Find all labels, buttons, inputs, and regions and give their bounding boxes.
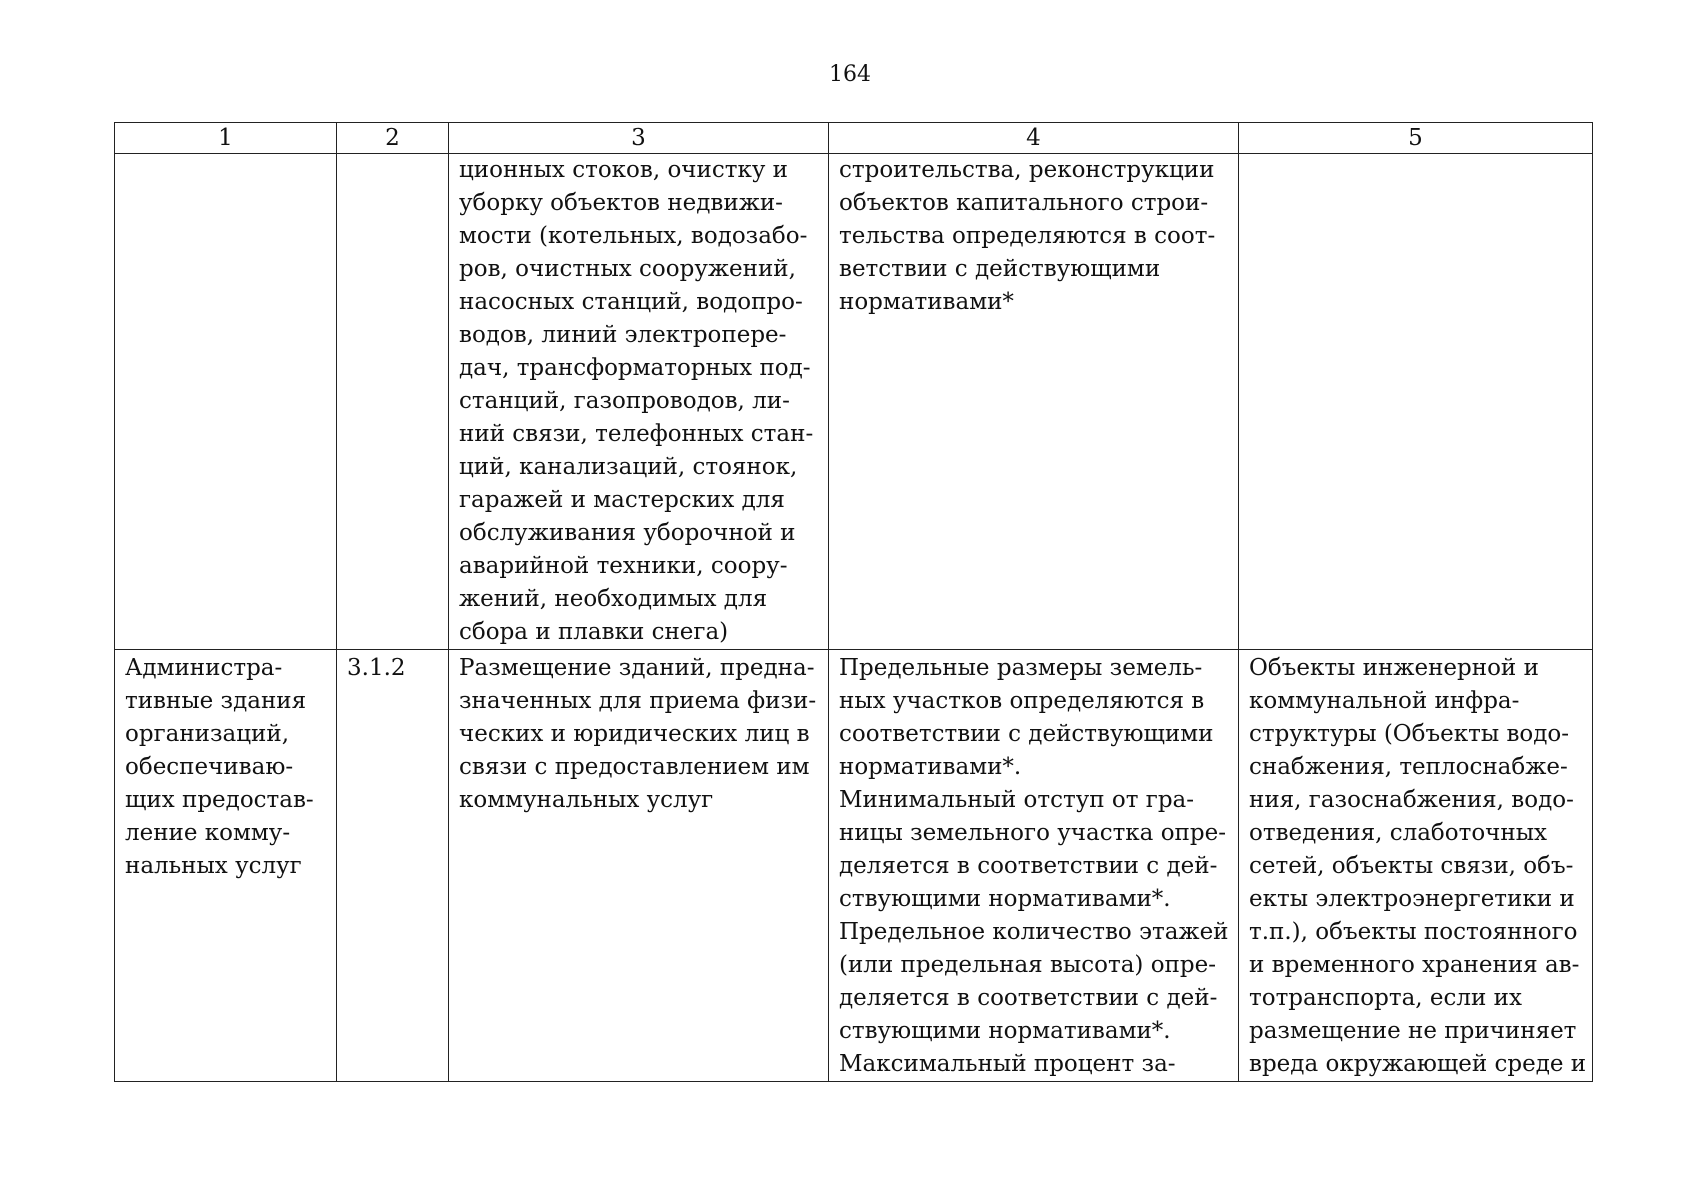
column-number-header: 4 [829, 123, 1239, 154]
auxiliary-uses-cell [1239, 154, 1593, 650]
use-type-cell: Администра- тивные здания организаций, обеспечиваю- щих предостав- ление комму- нальных услуг [115, 650, 337, 1082]
table-row [115, 650, 1593, 1082]
use-type-cell [115, 154, 337, 650]
parameters-cell: Предельные размеры земель- ных участков определяются в соответствии с действующими нормативами*. Минимальный отступ от гра- ницы земельного участка опре- деляется в соответствии с дей- ствующими нормативами*. Предельное количество этажей (или предельная высота) опре- деляется в соответствии с дей- ствующими нормативами*. Максимальный процент за- [829, 650, 1239, 1082]
description-cell: Размещение зданий, предна- значенных для приема физи- ческих и юридических лиц в связи с предоставлением им коммунальных услуг [449, 650, 829, 1082]
column-number-header: 1 [115, 123, 337, 154]
column-number-header: 2 [337, 123, 449, 154]
column-number-header: 3 [449, 123, 829, 154]
page-number: 164 [829, 62, 871, 87]
code-cell: 3.1.2 [337, 650, 449, 1082]
parameters-cell: строительства, реконструкции объектов капитального строи- тельства определяются в соот- ветствии с действующими нормативами* [829, 154, 1239, 650]
regulations-table [114, 122, 1593, 1082]
auxiliary-uses-cell: Объекты инженерной и коммунальной инфра- структуры (Объекты водо- снабжения, теплоснабже- ния, газоснабжения, водо- отведения, слаботочных сетей, объекты связи, объ- екты электроэнергетики и т.п.), объекты постоянного и временного хранения ав- тотранспорта, если их размещение не причиняет вреда окружающей среде и [1239, 650, 1593, 1082]
description-cell: ционных стоков, очистку и уборку объектов недвижи- мости (котельных, водозабо- ров, очистных сооружений, насосных станций, водопро- водов, линий электропере- дач, трансформаторных под- станций, газопроводов, ли- ний связи, телефонных стан- ций, канализаций, стоянок, гаражей и мастерских для обслуживания уборочной и аварийной техники, соору- жений, необходимых для сбора и плавки снега) [449, 154, 829, 650]
code-cell [337, 154, 449, 650]
column-number-header: 5 [1239, 123, 1593, 154]
table-header-row [115, 123, 1593, 154]
table-row [115, 154, 1593, 650]
